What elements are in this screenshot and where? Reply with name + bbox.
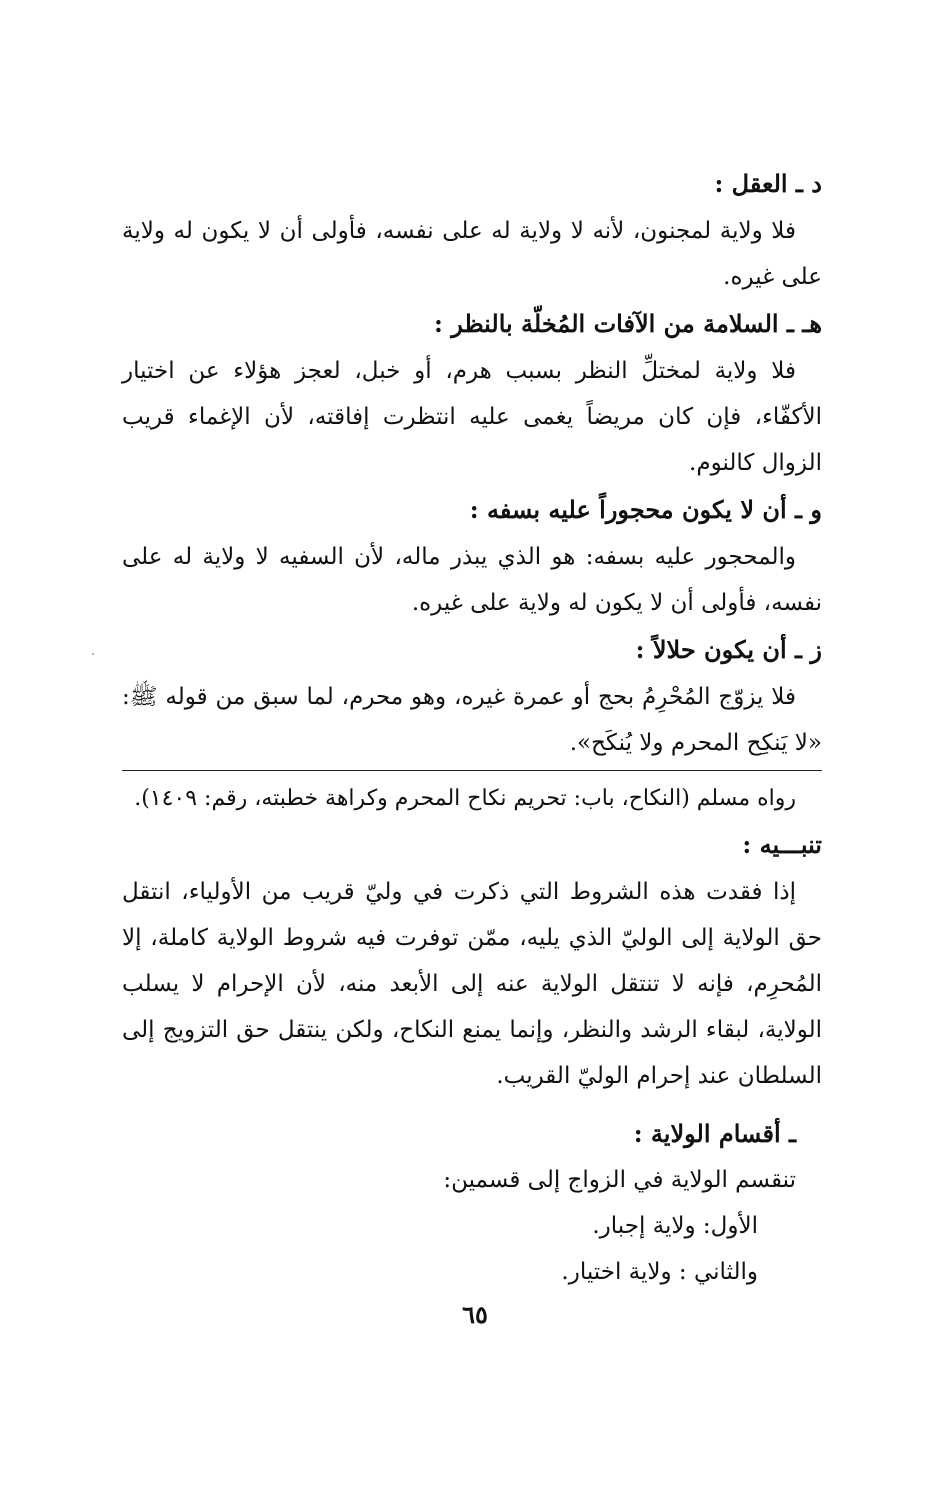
divisions-item-second: والثاني : ولاية اختيار. xyxy=(561,1259,758,1285)
section-body-sound-sight: فلا ولاية لمختلِّ النظر بسبب هرم، أو خبل، لعجز هؤلاء عن اختيار الأكفّاء، فإن كان مريضاً يغمى عليه انتظرت إفاقته، لأن الإغماء قريب الزوال كالنوم. xyxy=(122,358,822,476)
page-number: ٦٥ xyxy=(462,1300,488,1329)
scan-speck xyxy=(92,653,94,655)
note-body: إذا فقدت هذه الشروط التي ذكرت في وليّ قريب من الأولياء، انتقل حق الولاية إلى الوليّ الذي يليه، ممّن توفرت فيه شروط الولاية كاملة، إلا المُحرِم، فإنه لا تنتقل الولاية عنه إلى الأبعد منه، لأن الإحرام لا يسلب الولاية، لبقاء الرشد والنظر، وإنما يمنع النكاح، ولكن ينتقل حق التزويج إلى السلطان عند إحرام الوليّ القريب. xyxy=(122,879,822,1089)
section-heading-reason: د ـ العقل : xyxy=(714,169,822,198)
footnote-text: رواه مسلم (النكاح، باب: تحريم نكاح المحرم وكراهة خطبته، رقم: ١٤٠٩). xyxy=(134,786,796,811)
section-body-not-in-ihram: فلا يزوّج المُحْرِمُ بحج أو عمرة غيره، وهو محرم، لما سبق من قوله ﷺ: «لا يَنكِح المحرم ولا يُنكَح». xyxy=(122,684,822,756)
section-heading-not-in-ihram: ز ـ أن يكون حلالاً : xyxy=(635,635,822,664)
page-content xyxy=(122,160,822,1295)
section-heading-sound-sight: هـ ـ السلامة من الآفات المُخلّة بالنظر : xyxy=(434,309,822,338)
divisions-heading: ـ أقسام الولاية : xyxy=(633,1119,796,1148)
section-body-not-interdicted: والمحجور عليه بسفه: هو الذي يبذر ماله، لأن السفيه لا ولاية له على نفسه، فأولى أن لا يكون له ولاية على غيره. xyxy=(122,544,822,616)
divisions-intro: تنقسم الولاية في الزواج إلى قسمين: xyxy=(443,1167,796,1193)
section-body-reason: فلا ولاية لمجنون، لأنه لا ولاية له على نفسه، فأولى أن لا يكون له ولاية على غيره. xyxy=(122,218,822,290)
note-heading: تنبـــيه : xyxy=(742,830,822,859)
divisions-item-first: الأول: ولاية إجبار. xyxy=(592,1213,758,1239)
footnote-separator xyxy=(122,770,822,771)
section-heading-not-interdicted: و ـ أن لا يكون محجوراً عليه بسفه : xyxy=(469,495,822,524)
